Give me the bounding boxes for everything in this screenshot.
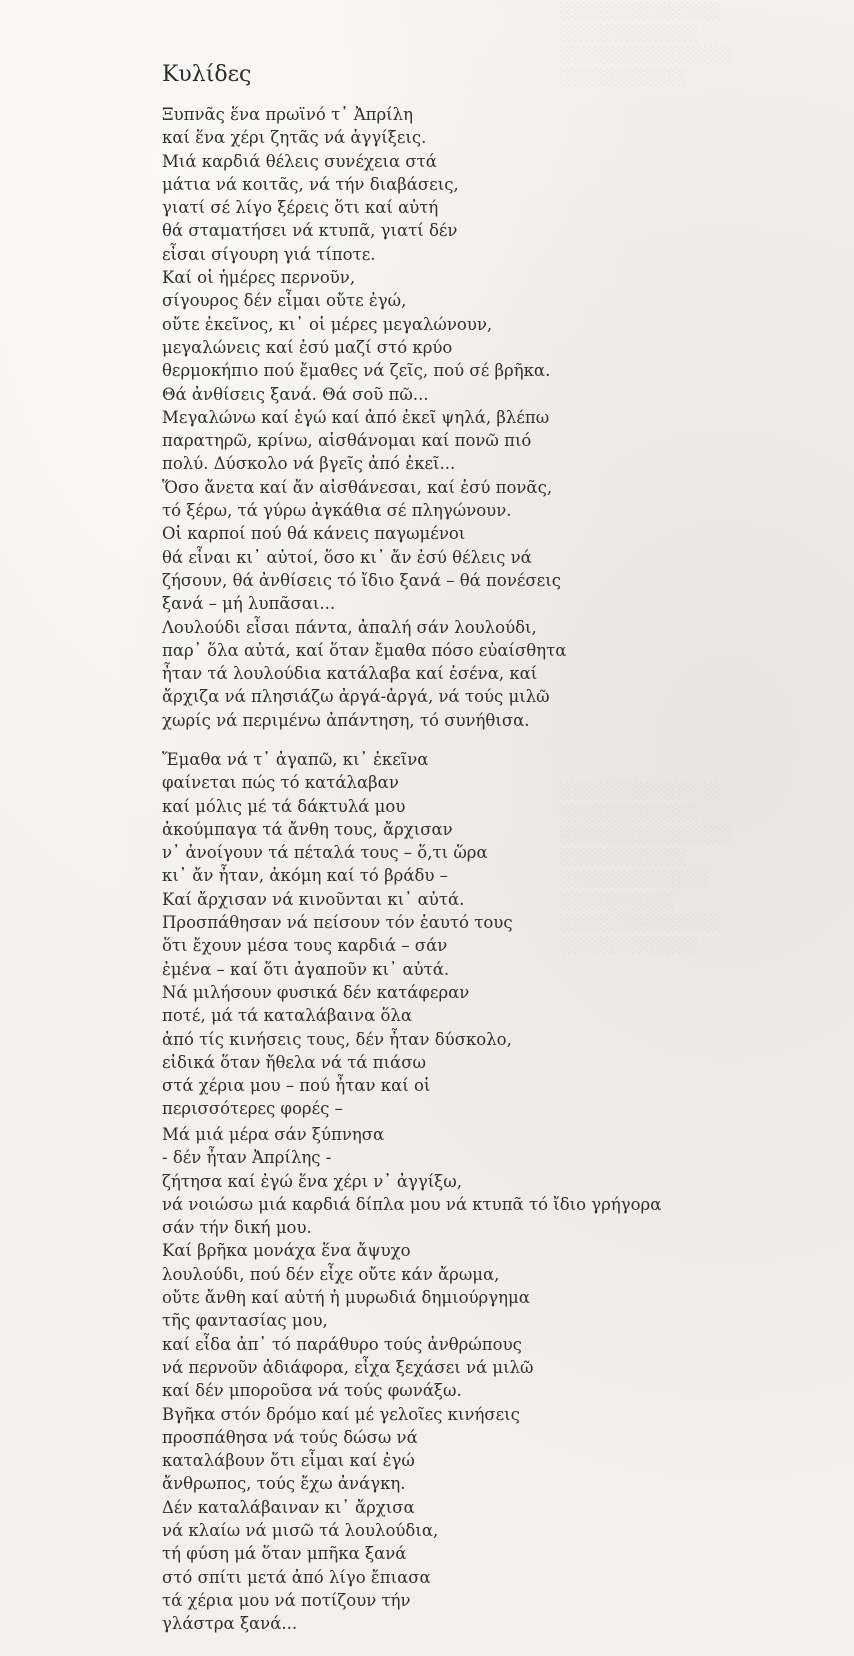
poem-line: καί εἶδα ἀπ᾿ τό παράθυρο τούς ἀνθρώπους — [162, 1334, 522, 1354]
poem-line: οὔτε ἐκεῖνος, κι᾿ οἱ μέρες μεγαλώνουν, — [162, 314, 493, 334]
poem-line: Μεγαλώνω καί ἐγώ καί ἀπό ἐκεῖ ψηλά, βλέπω — [162, 407, 550, 427]
poem-line: τῆς φαντασίας μου, — [162, 1311, 328, 1331]
poem-line: Καί βρῆκα μονάχα ἕνα ἄψυχο — [162, 1241, 411, 1261]
poem-line: εἶσαι σίγουρη γιά τίποτε. — [162, 244, 376, 264]
poem-line: σάν τήν δική μου. — [162, 1218, 312, 1238]
poem-line: Μά μιά μέρα σάν ξύπνησα — [162, 1125, 385, 1144]
poem-line: ζήσουν, θά ἀνθίσεις τό ἴδιο ξανά – θά πονέσεις — [162, 570, 561, 590]
bleed-through-text-middle: ░░░░░░░░░░░░░░ ░░░░░░░░░░░░ ░░░░░░░░░░░░░░░ ░░░░░░░░░░░ ░░░░░░░░░░░░░ ░░░░░░░░░░ ░░░░░░░░░░░░░░ ░░░░░░░░░░░░ — [560, 782, 734, 954]
poem-line: Καί οἱ ἡμέρες περνοῦν, — [162, 268, 356, 288]
poem-line: ν᾿ ἀνοίγουν τά πέταλά τους – ὅ,τι ὥρα — [162, 843, 488, 863]
poem-line: νά νοιώσω μιά καρδιά δίπλα μου νά κτυπᾶ τό ἴδιο γρήγορα — [162, 1194, 662, 1214]
poem-line: φαίνεται πώς τό κατάλαβαν — [162, 773, 399, 793]
poem-line: Ἔμαθα νά τ᾿ ἀγαπῶ, κι᾿ ἐκεῖνα — [162, 750, 429, 769]
stanza-2 — [162, 748, 513, 1121]
poem-line: πολύ. Δύσκολο νά βγεῖς ἀπό ἐκεῖ... — [162, 454, 456, 474]
poem-line: Δέν καταλάβαιναν κι᾿ ἄρχισα — [162, 1497, 415, 1517]
poem-line: Λουλούδι εἶσαι πάντα, ἀπαλή σάν λουλούδι, — [162, 617, 537, 637]
poem-line: λουλούδι, πού δέν εἶχε οὔτε κάν ἄρωμα, — [162, 1264, 500, 1284]
poem-line: κι᾿ ἄν ἦταν, ἀκόμη καί τό βράδυ – — [162, 866, 448, 886]
poem-line: μάτια νά κοιτᾶς, νά τήν διαβάσεις, — [162, 174, 459, 194]
poem-line: στό σπίτι μετά ἀπό λίγο ἔπιασα — [162, 1567, 431, 1587]
poem-line: Ὅσο ἄνετα καί ἄν αἰσθάνεσαι, καί ἐσύ πονᾶς, — [162, 477, 553, 497]
poem-line: καί δέν μποροῦσα νά τούς φωνάξω. — [162, 1381, 462, 1401]
poem-line: ὅτι ἔχουν μέσα τους καρδιά – σάν — [162, 936, 448, 956]
poem-line: τό ξέρω, τά γύρω ἀγκάθια σέ πληγώνουν. — [162, 501, 512, 521]
stanza-1 — [162, 103, 566, 732]
poem-line: μεγαλώνεις καί ἐσύ μαζί στό κρύο — [162, 337, 453, 357]
poem-line: ζήτησα καί ἐγώ ἕνα χέρι ν᾿ ἀγγίξω, — [162, 1171, 462, 1191]
poem-line: γλάστρα ξανά... — [162, 1614, 298, 1634]
poem-title: Κυλίδες — [162, 62, 252, 87]
poem-line: ἄνθρωπος, τούς ἔχω ἀνάγκη. — [162, 1474, 406, 1494]
poem-line: Θά ἀνθίσεις ξανά. Θά σοῦ πῶ... — [162, 384, 429, 404]
poem-line: στά χέρια μου – πού ἦταν καί οἱ — [162, 1076, 431, 1096]
poem-line: σίγουρος δέν εἶμαι οὔτε ἐγώ, — [162, 291, 407, 311]
poem-line: οὔτε ἄνθη καί αὐτή ἡ μυρωδιά δημιούργημα — [162, 1288, 530, 1308]
stanza-3 — [162, 1123, 661, 1636]
poem-line: Καί ἄρχισαν νά κινοῦνται κι᾿ αὐτά. — [162, 889, 465, 909]
poem-line: - δέν ἦταν Ἀπρίλης - — [162, 1148, 332, 1168]
poem-line: Ξυπνᾶς ἕνα πρωϊνό τ᾿ Ἀπρίλη — [162, 105, 413, 124]
poem-line: τή φύση μά ὅταν μπῆκα ξανά — [162, 1544, 407, 1564]
poem-line: παρατηρῶ, κρίνω, αἰσθάνομαι καί πονῶ πιό — [162, 431, 532, 451]
poem-line: καταλάβουν ὅτι εἶμαι καί ἐγώ — [162, 1451, 415, 1471]
poem-line: ἐμένα – καί ὅτι ἀγαποῦν κι᾿ αὐτά. — [162, 959, 450, 979]
poem-line: παρ᾿ ὅλα αὐτά, καί ὅταν ἔμαθα πόσο εὐαίσθητα — [162, 640, 567, 660]
poem-line: Προσπάθησαν νά πείσουν τόν ἑαυτό τους — [162, 913, 513, 933]
poem-line: ποτέ, μά τά καταλάβαινα ὅλα — [162, 1006, 412, 1026]
poem-line: ἄρχιζα νά πλησιάζω ἀργά-ἀργά, νά τούς μιλῶ — [162, 687, 550, 707]
poem-line: εἰδικά ὅταν ἤθελα νά τά πιάσω — [162, 1052, 426, 1072]
poem-line: καί ἕνα χέρι ζητᾶς νά ἀγγίξεις. — [162, 128, 427, 148]
poem-line: Βγῆκα στόν δρόμο καί μέ γελοῖες κινήσεις — [162, 1404, 520, 1424]
poem-line: ἀπό τίς κινήσεις τους, δέν ἦταν δύσκολο, — [162, 1029, 512, 1049]
poem-line: ἀκούμπαγα τά ἄνθη τους, ἄρχισαν — [162, 819, 453, 839]
poem-line: θερμοκήπιο πού ἔμαθες νά ζεῖς, πού σέ βρῆκα. — [162, 361, 551, 381]
poem-line: ξανά – μή λυπᾶσαι... — [162, 594, 336, 614]
poem-line: θά εἶναι κι᾿ αὐτοί, ὅσο κι᾿ ἄν ἐσύ θέλεις νά — [162, 547, 532, 567]
poem-line: Οἱ καρποί πού θά κάνεις παγωμένοι — [162, 524, 466, 544]
poem-line: χωρίς νά περιμένω ἀπάντηση, τό συνήθισα. — [162, 710, 530, 730]
bleed-through-text-top: ░░░░░░░░░░░░░░ ░░░░░░░░░░░░ ░░░░░░░░░░░░░░░ ░░░░░░░░░░░ — [560, 2, 734, 86]
poem-line: ἦταν τά λουλούδια κατάλαβα καί ἐσένα, καί — [162, 664, 538, 684]
poem-line: Νά μιλήσουν φυσικά δέν κατάφεραν — [162, 982, 470, 1002]
poem-line: νά κλαίω νά μισῶ τά λουλούδια, — [162, 1521, 439, 1541]
poem-line: προσπάθησα νά τούς δώσω νά — [162, 1427, 418, 1447]
poem-line: περισσότερες φορές – — [162, 1099, 343, 1119]
poem-line: θά σταματήσει νά κτυπᾶ, γιατί δέν — [162, 221, 458, 241]
poem-line: καί μόλις μέ τά δάκτυλά μου — [162, 796, 406, 816]
poem-line: Μιά καρδιά θέλεις συνέχεια στά — [162, 151, 437, 171]
poem-line: τά χέρια μου νά ποτίζουν τήν — [162, 1590, 411, 1610]
poem-line: νά περνοῦν ἀδιάφορα, εἶχα ξεχάσει νά μιλῶ — [162, 1357, 534, 1377]
poem-line: γιατί σέ λίγο ξέρεις ὅτι καί αὐτή — [162, 198, 439, 218]
